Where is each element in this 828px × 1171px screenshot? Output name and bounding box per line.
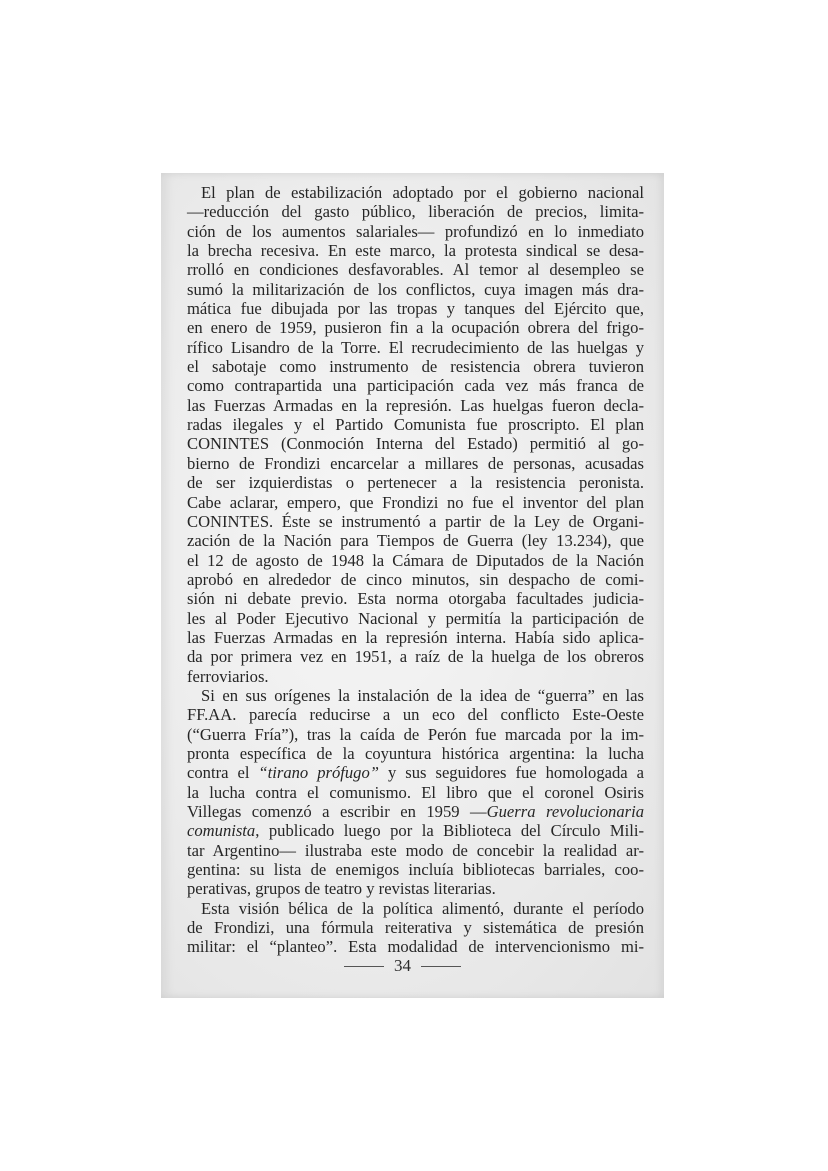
text-span: Villegas comenzó a escribir en 1959 — <box>187 802 487 821</box>
text-line: Si en sus orígenes la instalación de la idea de “guerra” en las <box>201 685 644 705</box>
text-line: ción de los aumentos salariales— profundizó en lo inmediato <box>187 221 644 241</box>
text-line: radas ilegales y el Partido Comunista fue proscripto. El plan <box>187 415 644 435</box>
text-line: sión ni debate previo. Esta norma otorgaba facultades judicia- <box>187 589 644 609</box>
text-line: la brecha recesiva. En este marco, la protesta sindical se desa- <box>187 241 644 261</box>
text-span: y sus seguidores fue homologada a <box>379 763 645 783</box>
text-line: tar Argentino— ilustraba este modo de concebir la realidad ar- <box>187 840 644 860</box>
text-line: el sabotaje como instrumento de resistencia obrera tuvieron <box>187 357 644 377</box>
page-number: 34 <box>394 956 411 975</box>
italic-phrase-tirano-profugo: “tirano prófugo” <box>258 763 379 783</box>
text-line: (“Guerra Fría”), tras la caída de Perón fue marcada por la im- <box>187 724 644 744</box>
body-text <box>187 183 644 957</box>
text-line: las Fuerzas Armadas en la represión interna. Había sido aplica- <box>187 627 644 647</box>
text-line: como contrapartida una participación cada vez más franca de <box>187 376 644 396</box>
text-line: zación de la Nación para Tiempos de Guerra (ley 13.234), que <box>187 531 644 551</box>
text-line: aprobó en alrededor de cinco minutos, sin despacho de comi- <box>187 569 644 589</box>
text-line: bierno de Frondizi encarcelar a millares de personas, acusadas <box>187 453 644 473</box>
text-line: —reducción del gasto público, liberación de precios, limita- <box>187 202 644 222</box>
text-line: FF.AA. parecía reducirse a un eco del conflicto Este-Oeste <box>187 705 644 725</box>
text-line: la lucha contra el comunismo. El libro que el coronel Osiris <box>187 782 644 802</box>
italic-book-title-part-2: comunista <box>187 821 256 841</box>
text-line: Esta visión bélica de la política alimentó, durante el período <box>201 898 644 918</box>
italic-book-title-part-1: Guerra revolucionaria <box>486 802 645 821</box>
text-line: rrolló en condiciones desfavorables. Al temor al desempleo se <box>187 260 644 280</box>
page-footer <box>161 956 664 976</box>
text-line: el 12 de agosto de 1948 la Cámara de Diputados de la Nación <box>187 550 644 570</box>
text-line: militar: el “planteo”. Esta modalidad de intervencionismo mi- <box>187 937 644 957</box>
text-line-mixed <box>187 802 644 821</box>
paragraph-2 <box>187 686 644 899</box>
text-line: sumó la militarización de los conflictos, cuya imagen más dra- <box>187 279 644 299</box>
text-line: de Frondizi, una fórmula reiterativa y sistemática de presión <box>187 918 644 938</box>
text-line: da por primera vez en 1951, a raíz de la huelga de los obreros <box>187 647 644 667</box>
text-line: de ser izquierdistas o pertenecer a la resistencia peronista. <box>187 473 644 493</box>
text-line: las Fuerzas Armadas en la represión. Las huelgas fueron decla- <box>187 395 644 415</box>
text-line-mixed <box>187 821 644 840</box>
text-line: Cabe aclarar, empero, que Frondizi no fue el inventor del plan <box>187 492 644 512</box>
text-span: , publicado luego por la Biblioteca del Círculo Mili- <box>255 821 644 841</box>
text-line: CONINTES. Éste se instrumentó a partir de la Ley de Organi- <box>187 511 644 531</box>
paragraph-1 <box>187 183 644 686</box>
text-line: mática fue dibujada por las tropas y tanques del Ejército que, <box>187 299 644 319</box>
text-line: en enero de 1959, pusieron fin a la ocupación obrera del frigo- <box>187 318 644 338</box>
text-line: El plan de estabilización adoptado por el gobierno nacional <box>201 183 644 202</box>
text-line: CONINTES (Conmoción Interna del Estado) permitió al go- <box>187 434 644 454</box>
folio-rule-left <box>344 966 384 967</box>
scanned-page <box>161 173 664 998</box>
text-line: rífico Lisandro de la Torre. El recrudecimiento de las huelgas y <box>187 337 644 357</box>
text-line: pronta específica de la coyuntura histórica argentina: la lucha <box>187 743 644 763</box>
folio-rule-right <box>421 966 461 967</box>
text-line: ferroviarios. <box>187 666 269 686</box>
text-line: gentina: su lista de enemigos incluía bibliotecas barriales, coo- <box>187 860 644 880</box>
text-line: les al Poder Ejecutivo Nacional y permitía la participación de <box>187 608 644 628</box>
text-line-mixed <box>187 763 644 782</box>
text-line: perativas, grupos de teatro y revistas literarias. <box>187 879 496 899</box>
paragraph-3 <box>187 899 644 957</box>
text-span: contra el <box>187 763 259 783</box>
